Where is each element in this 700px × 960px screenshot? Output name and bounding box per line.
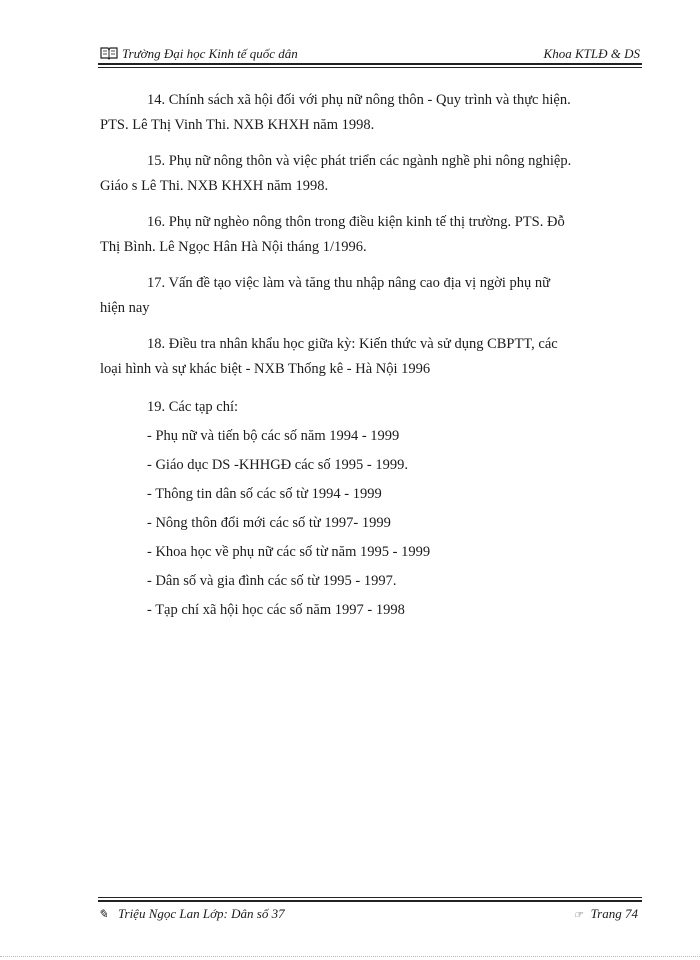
reference-item [100,149,634,199]
page-footer [98,904,642,926]
reference-item [100,332,634,382]
footer-rule-thin [98,897,642,898]
reference-continuation: Thị Bình. Lê Ngọc Hân Hà Nội tháng 1/1996. [100,239,367,255]
reference-item [100,271,634,321]
journals-heading: 19. Các tạp chí: [147,399,239,415]
footer-rule-thick [98,900,642,902]
footer-page [574,906,638,922]
page-bottom-border [0,956,700,957]
reference-first-line: 18. Điều tra nhân khẩu học giữa kỳ: Kiến thức và sử dụng CBPTT, các [147,336,558,352]
book-icon [100,46,118,60]
references-content [100,88,634,625]
reference-first-line: 17. Vấn đề tạo việc làm và tăng thu nhập nâng cao địa vị ngời phụ nữ [147,275,551,291]
header-rule-thin [98,67,642,68]
reference-continuation: PTS. Lê Thị Vinh Thi. NXB KHXH năm 1998. [100,117,375,133]
reference-continuation: Giáo s Lê Thi. NXB KHXH năm 1998. [100,178,329,194]
journal-item: - Phụ nữ và tiến bộ các số năm 1994 - 1999 [147,428,400,444]
journal-item: - Nông thôn đổi mới các số từ 1997- 1999 [147,515,391,531]
reference-first-line: 14. Chính sách xã hội đối với phụ nữ nông thôn - Quy trình và thực hiện. [147,92,571,108]
journal-item: - Khoa học về phụ nữ các số từ năm 1995 - 1999 [147,544,431,560]
journal-item: - Dân số và gia đình các số từ 1995 - 1997. [147,573,397,589]
header-rule-thick [98,63,642,65]
header-faculty-name: Khoa KTLĐ & DS [543,46,640,61]
journal-item: - Giáo dục DS -KHHGĐ các số 1995 - 1999. [147,457,408,473]
reference-item [100,210,634,260]
header-school-name: Trường Đại học Kinh tế quốc dân [122,46,298,61]
reference-continuation: hiện nay [100,300,150,316]
pointer-icon: ☞ [573,910,583,921]
reference-first-line: 16. Phụ nữ nghèo nông thôn trong điều kiện kinh tế thị trường. PTS. Đỗ [147,214,565,230]
page-number: Trang 74 [590,906,638,921]
journal-item: - Tạp chí xã hội học các số năm 1997 - 1998 [147,602,405,618]
pencil-icon: ✎ [98,907,109,921]
reference-continuation: loại hình và sự khác biệt - NXB Thống kê - Hà Nội 1996 [100,361,431,377]
footer-author: Triệu Ngọc Lan Lớp: Dân số 37 [118,906,285,921]
reference-first-line: 15. Phụ nữ nông thôn và việc phát triển các ngành nghề phi nông nghiệp. [147,153,572,169]
reference-item [100,88,634,138]
journal-item: - Thông tin dân số các số từ 1994 - 1999 [147,486,382,502]
